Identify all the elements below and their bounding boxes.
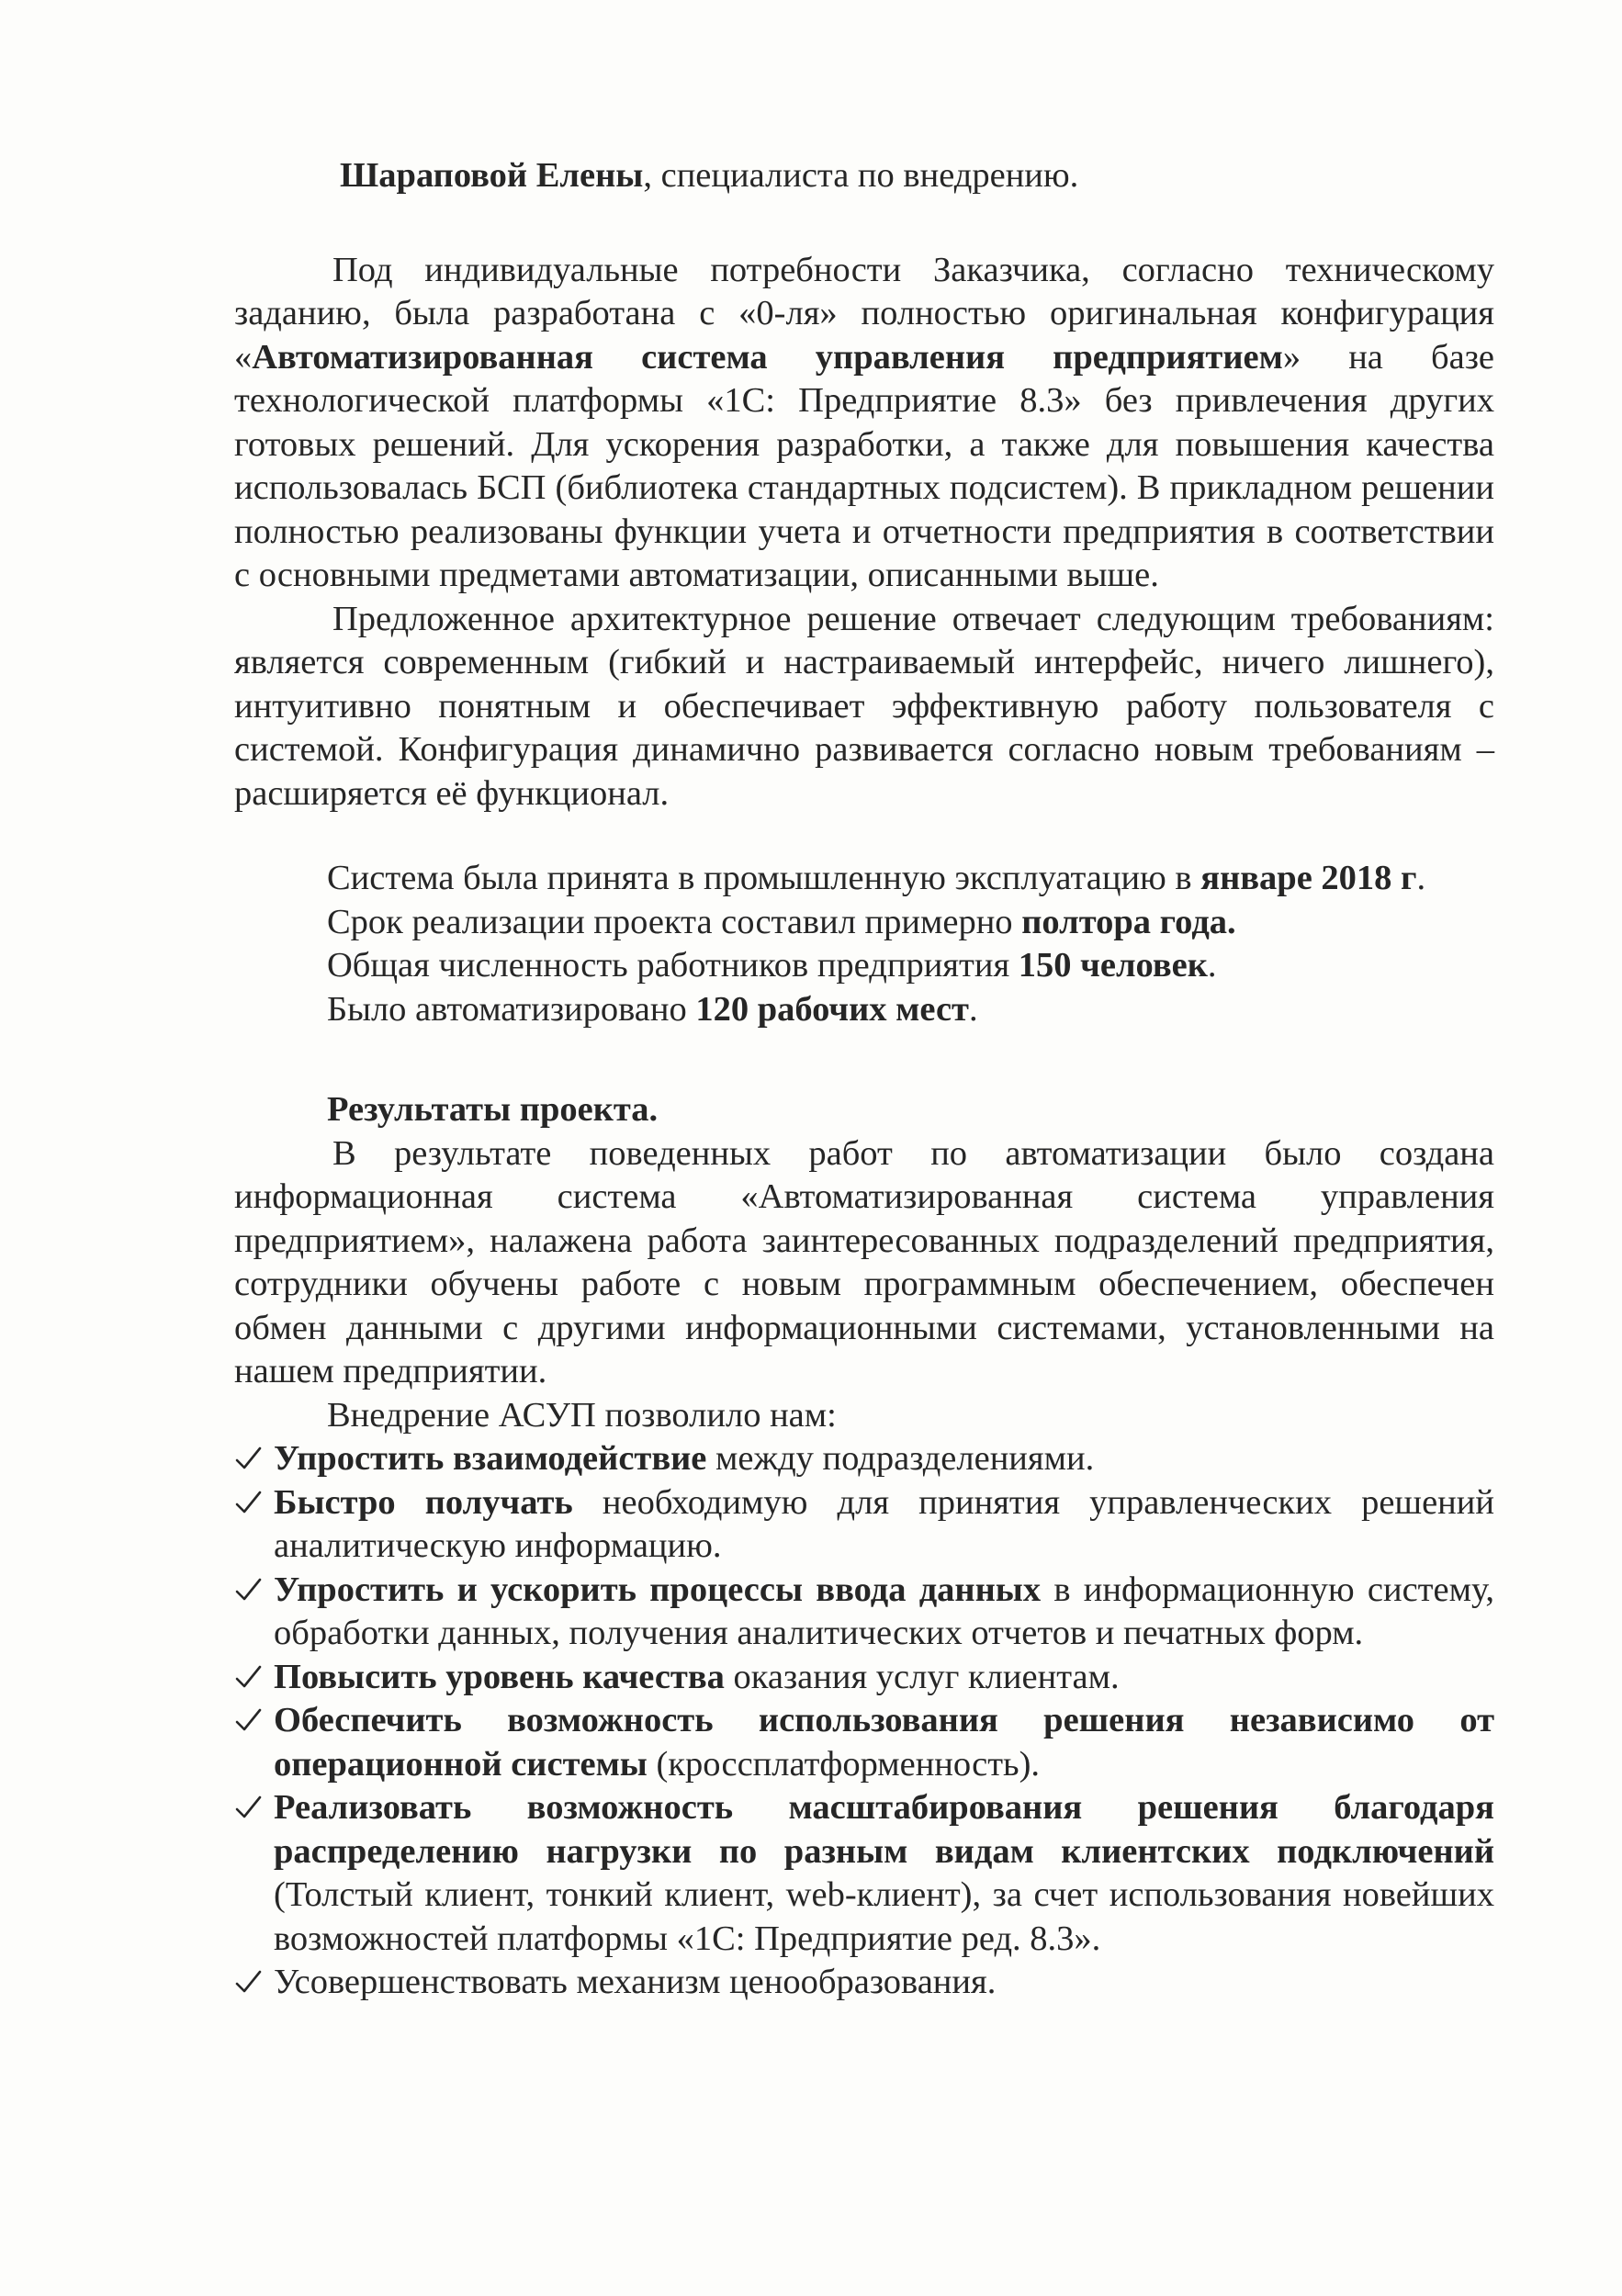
- paragraph-architecture: Предложенное архитектурное решение отвечает следующим требованиям: является современным (гибкий и настраиваемый интерфейс, ничего лишнего), интуитивно понятным и обеспечивает эффективную работу пользователя с системой. Конфигурация динамично развивается согласно новым требованиям – расширяется её функционал.: [234, 599, 1494, 813]
- author-name: Шараповой Елены: [340, 156, 644, 195]
- author-role: , специалиста по внедрению.: [643, 156, 1079, 195]
- document-body: [234, 154, 1494, 2005]
- section-heading-results: Результаты проекта.: [327, 1090, 659, 1129]
- check-mark-icon: [234, 1576, 262, 1604]
- list-item: Реализовать возможность масштабирования решения благодаря распределению нагрузки по разным видам клиентских подключений (Толстый клиент, тонкий клиент, web-клиент), за счет использования новейших возможностей платформы «1С: Предприятие ред. 8.3».: [234, 1786, 1494, 1961]
- fact-line: Срок реализации проекта составил примерно полтора года.: [327, 902, 1236, 941]
- check-mark-icon: [234, 1489, 262, 1516]
- check-mark-icon: [234, 1663, 262, 1691]
- list-item: Быстро получать необходимую для принятия управленческих решений аналитическую информацию.: [234, 1481, 1494, 1569]
- list-item: Обеспечить возможность использования решения независимо от операционной системы (кроссплатформенность).: [234, 1699, 1494, 1786]
- list-item: Усовершенствовать механизм ценообразования.: [234, 1961, 1494, 2005]
- check-mark-icon: [234, 1445, 262, 1472]
- check-mark-icon: [234, 1794, 262, 1821]
- paragraph-configuration: Под индивидуальные потребности Заказчика, согласно техническому заданию, была разработана с «0-ля» полностью оригинальная конфигурация «Автоматизированная система управления предприятием» на базе технологической платформы «1С: Предприятие 8.3» без привлечения других готовых решений. Для ускорения разработки, а также для повышения качества использовалась БСП (библиотека стандартных подсистем). В прикладном решении полностью реализованы функции учета и отчетности предприятия в соответствии с основными предметами автоматизации, описанными выше.: [234, 250, 1494, 594]
- list-item: Повысить уровень качества оказания услуг клиентам.: [234, 1656, 1494, 1700]
- list-intro: Внедрение АСУП позволило нам:: [327, 1395, 837, 1435]
- fact-line: Система была принята в промышленную эксплуатацию в январе 2018 г.: [327, 859, 1426, 897]
- system-name: Автоматизированная система управления предприятием: [252, 337, 1283, 377]
- paragraph-results: В результате поведенных работ по автоматизации было создана информационная система «Автоматизированная система управления предприятием», налажена работа заинтересованных подразделений предприятия, сотрудники обучены работе с новым программным обеспечением, обеспечен обмен данными с другими информационными системами, установленными на нашем предприятии.: [234, 1133, 1494, 1390]
- fact-line: Было автоматизировано 120 рабочих мест.: [327, 989, 978, 1029]
- list-item: Упростить взаимодействие между подразделениями.: [234, 1437, 1494, 1481]
- check-mark-icon: [234, 1968, 262, 1996]
- list-item: Упростить и ускорить процессы ввода данных в информационную систему, обработки данных, получения аналитических отчетов и печатных форм.: [234, 1569, 1494, 1656]
- benefits-list: [234, 1437, 1494, 2005]
- check-mark-icon: [234, 1706, 262, 1734]
- project-facts: [234, 857, 1494, 1031]
- intro-line: [340, 154, 1494, 198]
- fact-line: Общая численность работников предприятия 150 человек.: [327, 946, 1217, 985]
